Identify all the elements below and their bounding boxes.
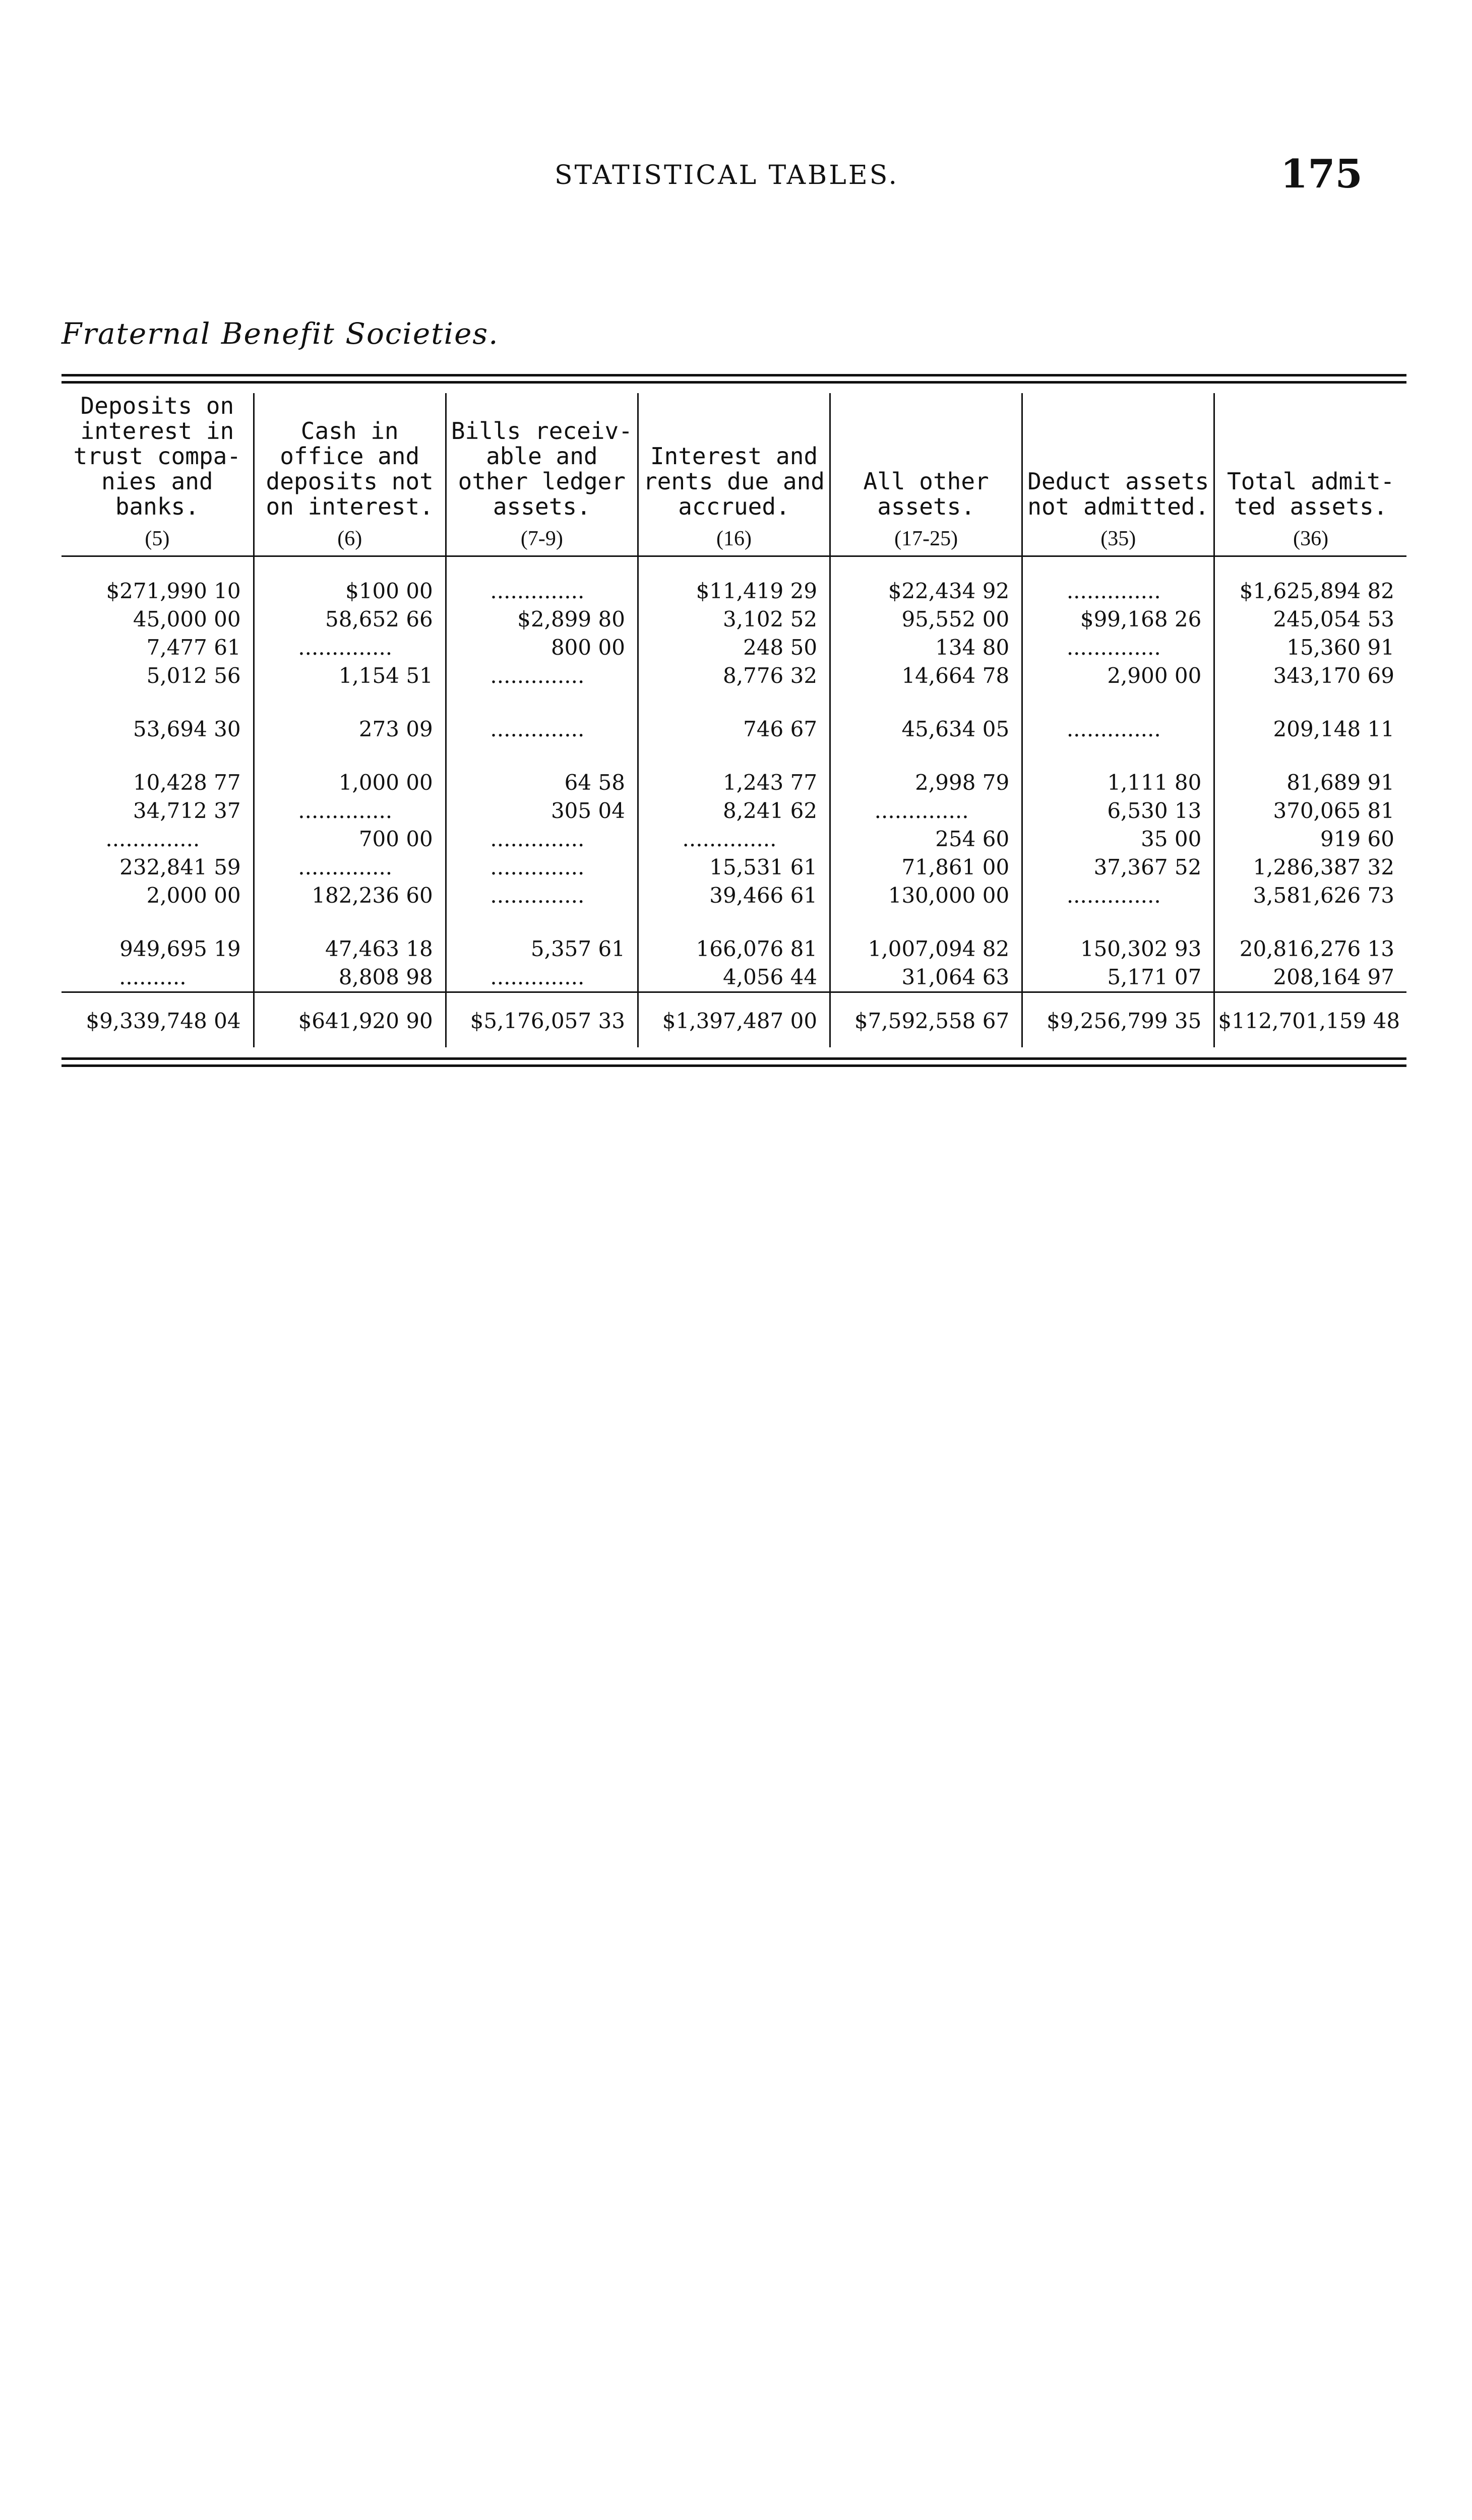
table-cell: 305 04 <box>446 797 638 825</box>
table-cell: $22,434 92 <box>830 577 1022 605</box>
table-cell: 150,302 93 <box>1022 910 1214 963</box>
table-cell: 1,007,094 82 <box>830 910 1022 963</box>
table-cell: 45,634 05 <box>830 690 1022 743</box>
table-row <box>62 634 1406 662</box>
table-cell: 1,286,387 32 <box>1214 853 1406 881</box>
table-cell: .............. <box>638 825 830 853</box>
column-header <box>446 393 638 556</box>
table-cell: 81,689 91 <box>1214 743 1406 797</box>
column-header <box>254 393 446 556</box>
table-cell: 248 50 <box>638 634 830 662</box>
column-label: Interest and rents due and accrued. <box>643 443 825 520</box>
column-number: (36) <box>1293 527 1329 550</box>
table-cell: .............. <box>446 825 638 853</box>
table-cell: 130,000 00 <box>830 881 1022 910</box>
table-cell: 58,652 66 <box>254 605 446 634</box>
column-number: (6) <box>337 527 362 550</box>
table-cell: 39,466 61 <box>638 881 830 910</box>
table-cell: 3,581,626 73 <box>1214 881 1406 910</box>
table-cell: $99,168 26 <box>1022 605 1214 634</box>
column-header <box>830 393 1022 556</box>
table-cell: 800 00 <box>446 634 638 662</box>
top-rule-1 <box>62 374 1406 376</box>
table-cell: 5,171 07 <box>1022 963 1214 992</box>
table-row <box>62 825 1406 853</box>
table-cell: 71,861 00 <box>830 853 1022 881</box>
table-cell: .............. <box>446 690 638 743</box>
table-cell: 6,530 13 <box>1022 797 1214 825</box>
table-cell: 208,164 97 <box>1214 963 1406 992</box>
table-cell: 34,712 37 <box>133 798 241 823</box>
table-cell: 134 80 <box>830 634 1022 662</box>
page-number: 175 <box>1280 151 1363 197</box>
running-head: STATISTICAL TABLES. <box>555 160 899 191</box>
table-cell: .............. <box>1022 881 1214 910</box>
total-cell: $1,397,487 00 <box>638 992 830 1048</box>
column-label: Deduct assets not admitted. <box>1027 468 1209 520</box>
table-cell: 182,236 60 <box>254 881 446 910</box>
table-cell: 746 67 <box>638 690 830 743</box>
table-cell: 37,367 52 <box>1022 853 1214 881</box>
table-cell: 1,000 00 <box>254 743 446 797</box>
table-cell: 5,357 61 <box>446 910 638 963</box>
table-row <box>62 963 1406 992</box>
total-cell: $5,176,057 33 <box>446 992 638 1048</box>
table-cell: .............. <box>446 577 638 605</box>
table-cell: 370,065 81 <box>1214 797 1406 825</box>
table-cell: 1,243 77 <box>638 743 830 797</box>
totals-row <box>62 992 1406 1048</box>
table-cell: .............. <box>1022 634 1214 662</box>
total-cell: $7,592,558 67 <box>830 992 1022 1048</box>
table-row <box>62 662 1406 690</box>
table-cell: 232,841 59 <box>119 855 241 879</box>
top-rule-2 <box>62 381 1406 384</box>
column-label: Deposits on interest in trust compa-nies and banks. <box>73 392 241 520</box>
column-number: (16) <box>716 527 752 550</box>
table-cell: .............. <box>1022 690 1214 743</box>
table-row <box>62 577 1406 605</box>
table-cell: 8,241 62 <box>638 797 830 825</box>
column-label: Bills receiv-able and other ledger assets. <box>451 417 633 520</box>
total-cell: $112,701,159 48 <box>1214 992 1406 1048</box>
table-cell: 10,428 77 <box>133 770 241 795</box>
table-cell: 47,463 18 <box>254 910 446 963</box>
table-cell: .............. <box>830 797 1022 825</box>
table-cell: 20,816,276 13 <box>1214 910 1406 963</box>
table-cell: .............. <box>254 797 446 825</box>
table-title: Fraternal Benefit Societies. <box>62 317 499 351</box>
table-cell: 4,056 44 <box>638 963 830 992</box>
table-row <box>62 605 1406 634</box>
table-row <box>62 690 1406 743</box>
table-cell: .............. <box>446 853 638 881</box>
table-row <box>62 910 1406 963</box>
table-cell: 8,776 32 <box>638 662 830 690</box>
table-row <box>62 881 1406 910</box>
table-cell: $1,625,894 82 <box>1214 577 1406 605</box>
table-cell: 245,054 53 <box>1214 605 1406 634</box>
table-cell: .............. <box>446 662 638 690</box>
table-body <box>62 556 1406 1048</box>
table-cell: 166,076 81 <box>638 910 830 963</box>
column-label: Cash in office and deposits not on interest. <box>266 417 434 520</box>
table-cell: 53,694 30 <box>133 717 241 741</box>
table-cell: 14,664 78 <box>830 662 1022 690</box>
table-cell: 1,154 51 <box>254 662 446 690</box>
table-cell: 2,998 79 <box>830 743 1022 797</box>
column-label: Total admit-ted assets. <box>1227 468 1395 520</box>
table-cell: 5,012 56 <box>146 663 241 688</box>
table-row <box>62 797 1406 825</box>
table-cell: 1,111 80 <box>1022 743 1214 797</box>
bottom-rule-1 <box>62 1057 1406 1060</box>
statistics-table <box>62 393 1406 1047</box>
column-header <box>638 393 830 556</box>
table-cell: .............. <box>254 853 446 881</box>
table-cell: .............. <box>446 881 638 910</box>
column-number: (5) <box>145 527 170 550</box>
total-cell: $9,339,748 04 <box>62 992 254 1048</box>
table-cell: 2,900 00 <box>1022 662 1214 690</box>
table-cell: 343,170 69 <box>1214 662 1406 690</box>
table-header <box>62 393 1406 556</box>
table-row <box>62 743 1406 797</box>
total-cell: $641,920 90 <box>254 992 446 1048</box>
table-cell: 3,102 52 <box>638 605 830 634</box>
column-label: All other assets. <box>863 468 989 520</box>
total-cell: $9,256,799 35 <box>1022 992 1214 1048</box>
table-cell: 209,148 11 <box>1214 690 1406 743</box>
table-cell: 700 00 <box>254 825 446 853</box>
column-header <box>62 393 254 556</box>
table-cell: 7,477 61 <box>146 635 241 660</box>
bottom-rule-2 <box>62 1064 1406 1067</box>
table-cell: $271,990 10 <box>106 579 241 603</box>
table-cell: .............. <box>254 634 446 662</box>
table-cell: $100 00 <box>254 577 446 605</box>
table-cell: 35 00 <box>1022 825 1214 853</box>
column-header <box>1022 393 1214 556</box>
spacer-row <box>62 556 1406 578</box>
table-cell: 949,695 19 <box>119 936 241 961</box>
table-cell: 31,064 63 <box>830 963 1022 992</box>
table-cell: .............. <box>1022 577 1214 605</box>
column-header <box>1214 393 1406 556</box>
column-number: (17-25) <box>894 527 958 550</box>
table-row <box>62 853 1406 881</box>
table-cell: .............. <box>446 963 638 992</box>
table-cell: 2,000 00 <box>146 883 241 908</box>
table-cell: 64 58 <box>446 743 638 797</box>
table-cell: 273 09 <box>254 690 446 743</box>
column-number: (35) <box>1100 527 1136 550</box>
table-cell: $2,899 80 <box>446 605 638 634</box>
table-cell: 15,360 91 <box>1214 634 1406 662</box>
table-cell: $11,419 29 <box>638 577 830 605</box>
table-cell: .............. <box>105 827 200 851</box>
statistics-table-container <box>62 393 1406 1047</box>
table-cell: .......... <box>119 965 187 989</box>
table-cell: 254 60 <box>830 825 1022 853</box>
table-cell: 15,531 61 <box>638 853 830 881</box>
table-cell: 45,000 00 <box>133 607 241 632</box>
column-number: (7-9) <box>520 527 563 550</box>
table-cell: 95,552 00 <box>830 605 1022 634</box>
table-cell: 919 60 <box>1214 825 1406 853</box>
table-cell: 8,808 98 <box>254 963 446 992</box>
